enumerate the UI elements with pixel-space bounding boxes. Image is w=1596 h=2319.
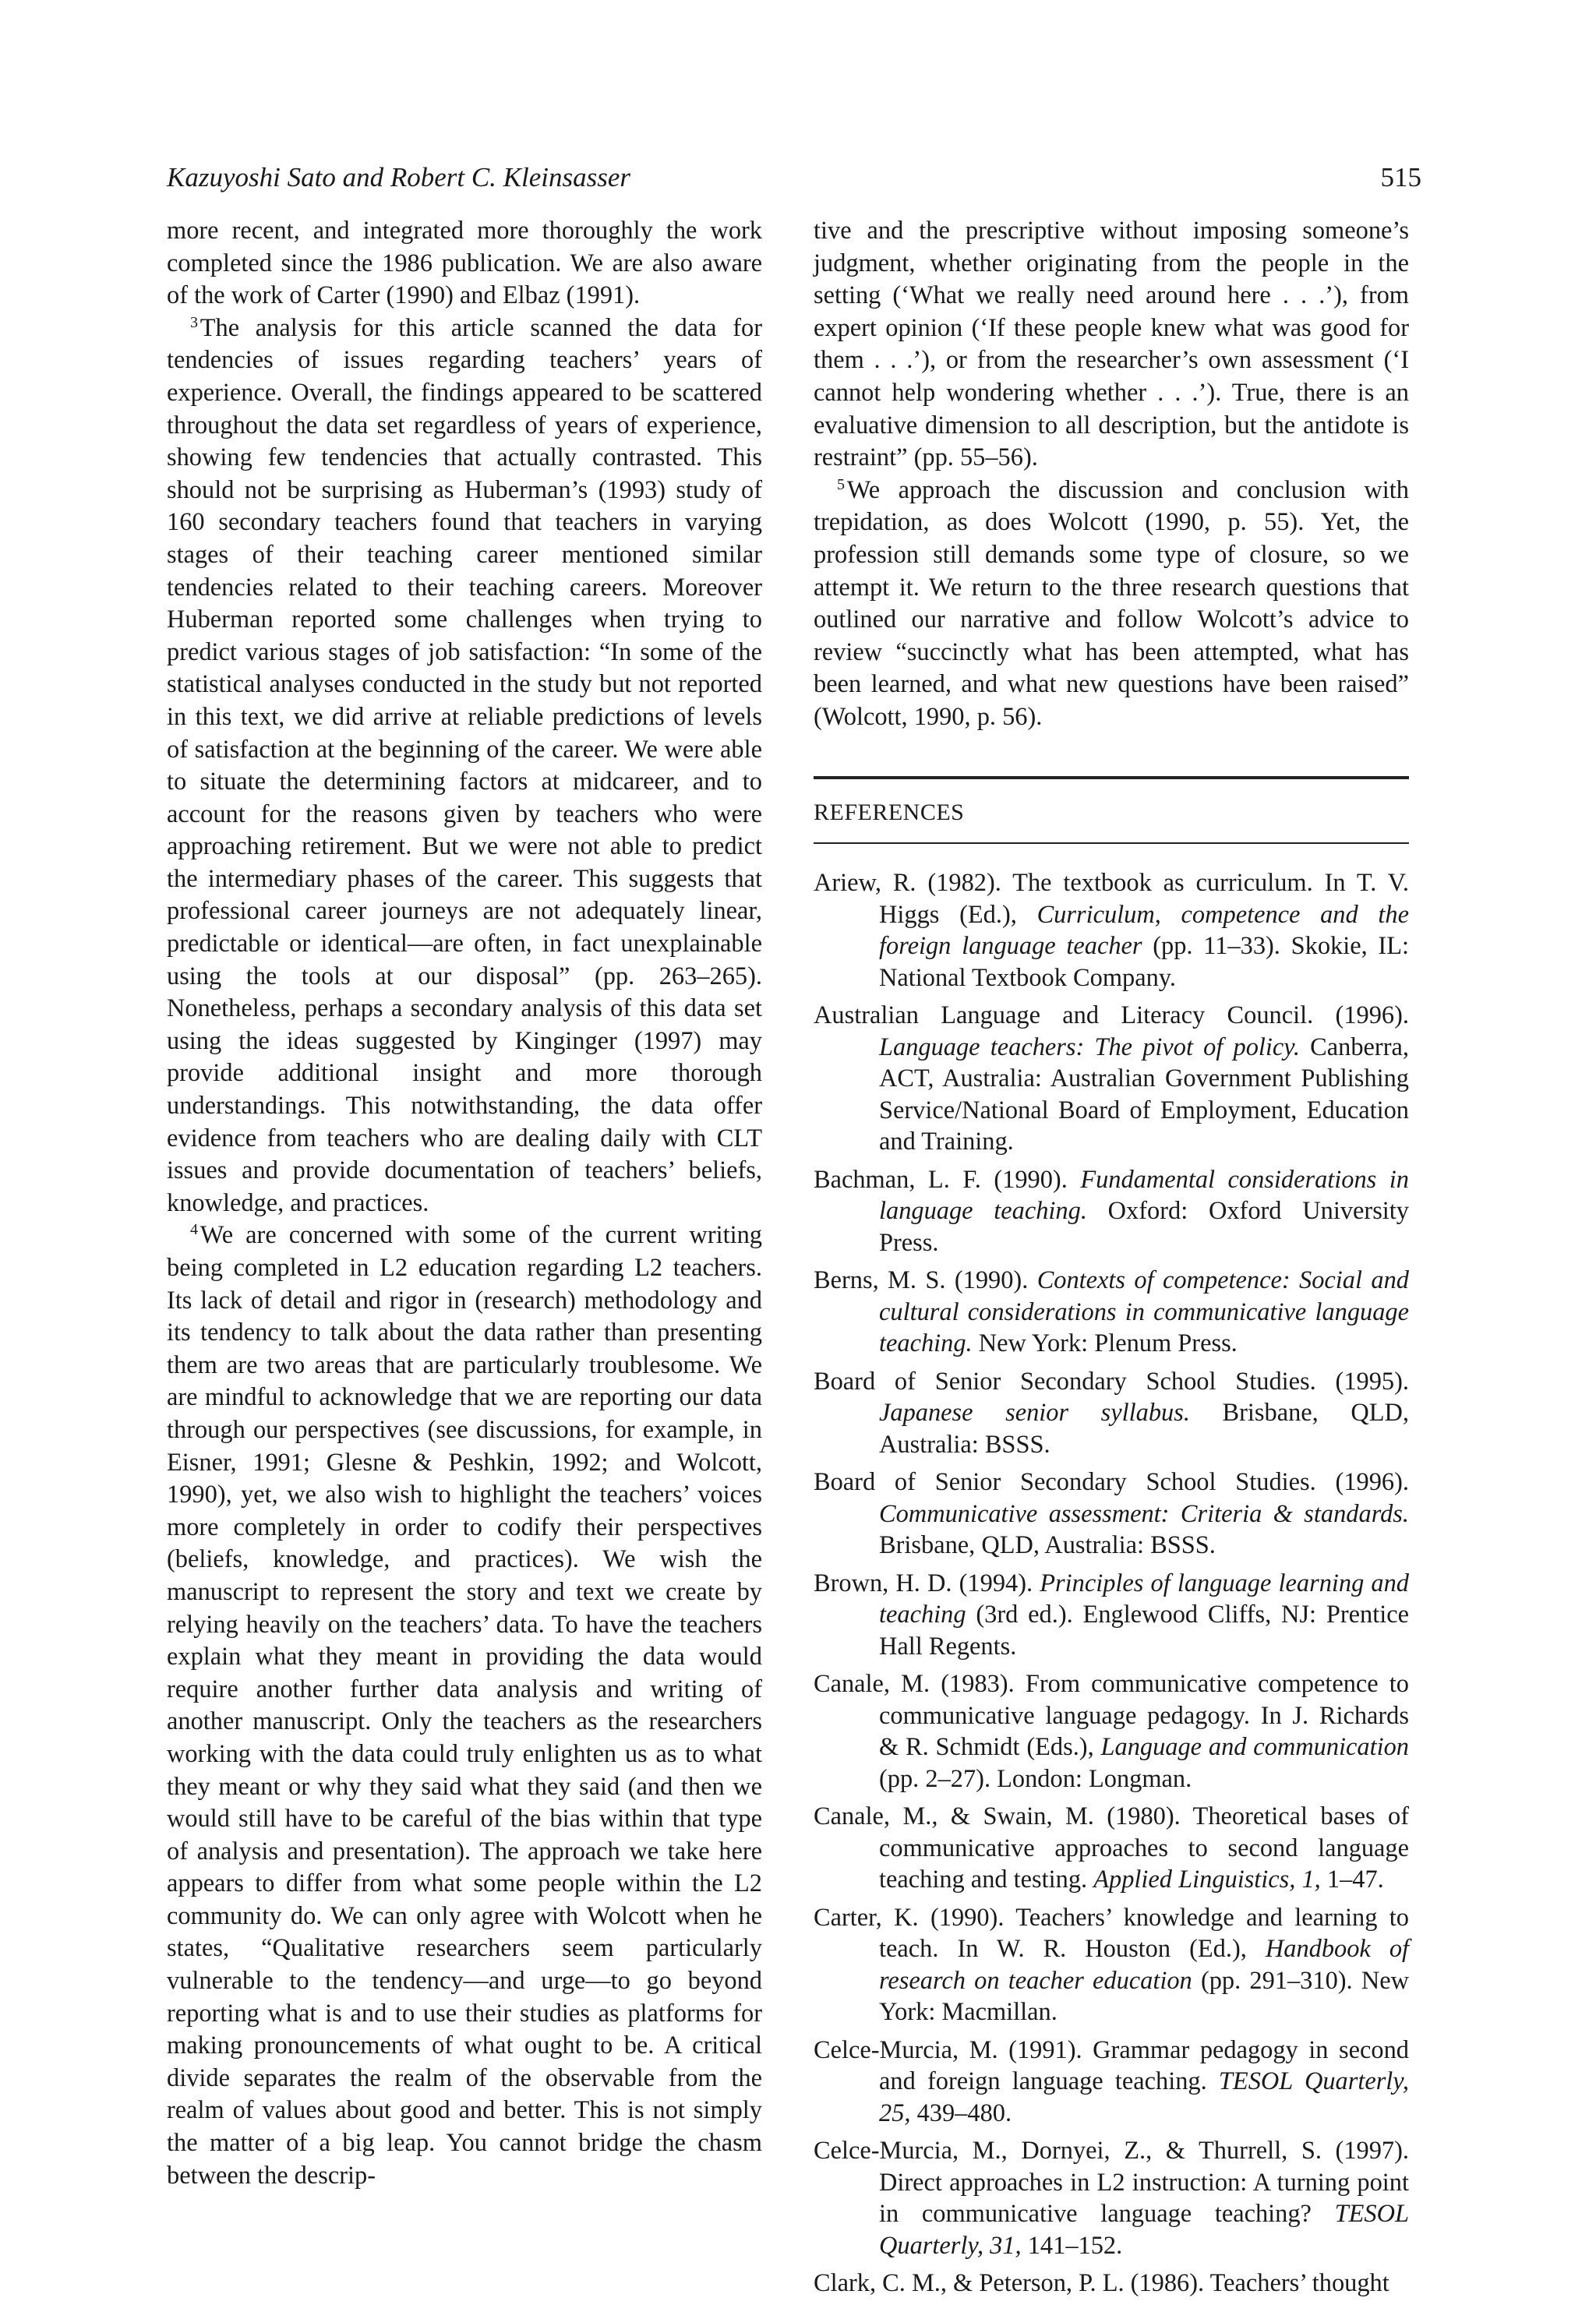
reference-text-tail: Oxford: Oxford University Press. bbox=[879, 1197, 1409, 1257]
reference-entry bbox=[814, 867, 1409, 994]
reference-text: Berns, M. S. (1990). bbox=[814, 1266, 1037, 1295]
reference-title: Communicative assessment: Criteria & standards. bbox=[879, 1499, 1409, 1528]
right-column bbox=[814, 215, 1409, 2306]
reference-text-tail: (pp. 291–310). New York: Macmillan. bbox=[879, 1966, 1410, 2027]
note-3 bbox=[167, 312, 762, 1220]
reference-title: Language and communication bbox=[1100, 1733, 1409, 1762]
reference-title: Language teachers: The pivot of policy. bbox=[879, 1032, 1300, 1061]
reference-list bbox=[814, 867, 1409, 2300]
reference-text: Canale, M., & Swain, M. (1980). Theoretical bases of communicative approaches to second language teaching and testing. bbox=[814, 1802, 1409, 1894]
reference-text: Carter, K. (1990). Teachers’ knowledge and learning to teach. In W. R. Houston (Ed.), bbox=[814, 1903, 1409, 1964]
reference-text: Celce-Murcia, M., Dornyei, Z., & Thurrell, S. (1997). Direct approaches in L2 instruction: A turning point in communicative language teaching? bbox=[814, 2137, 1409, 2229]
reference-entry bbox=[814, 1164, 1409, 1259]
note-4-part2: tive and the prescriptive without imposing someone’s judgment, whether originating from the people in the setting (‘What we really need around here . . .’), from expert opinion (‘If these people knew what was good for them . . .’), or from the researcher’s own assessment (‘I cannot help wondering whether . . .’). True, there is an evaluative dimension to all description, but the antidote is restraint” (pp. 55–56). bbox=[814, 217, 1409, 472]
reference-title: Principles of language learning and teaching bbox=[879, 1569, 1409, 1629]
note-3-marker: 3 bbox=[190, 313, 199, 331]
reference-entry bbox=[814, 1568, 1409, 1663]
reference-text: Clark, C. M., & Peterson, P. L. (1986). Teachers’ thought bbox=[814, 2269, 1389, 2298]
reference-entry bbox=[814, 1668, 1409, 1795]
note-5-marker: 5 bbox=[837, 475, 846, 493]
reference-text-tail: 141–152. bbox=[1021, 2231, 1123, 2260]
reference-text: Brown, H. D. (1994). bbox=[814, 1569, 1040, 1597]
reference-entry bbox=[814, 2135, 1409, 2261]
references-heading: REFERENCES bbox=[814, 799, 965, 825]
reference-title: TESOL Quarterly, 31, bbox=[879, 2200, 1409, 2260]
reference-entry bbox=[814, 1366, 1409, 1461]
reference-text: Celce-Murcia, M. (1991). Grammar pedagogy in second and foreign language teaching. bbox=[814, 2035, 1409, 2096]
note-3-text: The analysis for this article scanned the data for tendencies of issues regarding teachers’ years of experience. Overall, the findings appeared to be scattered throughout the data set regardless of years of experience, showing few tendencies that actually contrasted. This should not be surprising as Huberman’s (1993) study of 160 secondary teachers found that teachers in varying stages of their teaching career mentioned similar tendencies related to their teaching careers. Moreover Huberman reported some challenges when trying to predict various stages of job satisfaction: “In some of the statistical analyses conducted in the study but not reported in this text, we did arrive at reliable predictions of levels of satisfaction at the beginning of the career. We were able to situate the determining factors at midcareer, and to account for the reasons given by teachers who were approaching retirement. But we were not able to predict the intermediary phases of the career. This suggests that professional career journeys are not adequately linear, predictable or identical—are often, in fact unexplainable using the tools at our disposal” (pp. 263–265). Nonetheless, perhaps a secondary analysis of this data set using the ideas suggested by Kinginger (1997) may provide additional insight and more thorough understandings. This notwithstanding, the data offer evidence from teachers who are dealing daily with CLT issues and provide documentation of teachers’ beliefs, knowledge, and practices. bbox=[167, 313, 762, 1217]
note-4-part1 bbox=[167, 1220, 762, 2192]
running-head: Kazuyoshi Sato and Robert C. Kleinsasser bbox=[167, 162, 631, 192]
reference-title: Japanese senior syllabus. bbox=[879, 1399, 1190, 1428]
note-5-text: We approach the discussion and conclusion with trepidation, as does Wolcott (1990, p. 55). Yet, the profession still demands some type of closure, so we attempt it. We return to the three research questions that outlined our narrative and follow Wolcott’s advice to review “succinctly what has been attempted, what has been learned, and what new questions have been raised” (Wolcott, 1990, p. 56). bbox=[814, 475, 1409, 731]
reference-text-tail: 439–480. bbox=[910, 2098, 1012, 2127]
reference-text-tail: New York: Plenum Press. bbox=[972, 1329, 1238, 1358]
references-bottom-rule bbox=[814, 842, 1409, 844]
note-4-marker: 4 bbox=[190, 1221, 199, 1239]
reference-title: Handbook of research on teacher education bbox=[879, 1935, 1410, 1995]
reference-entry bbox=[814, 1000, 1409, 1158]
reference-title: Fundamental considerations in language teaching. bbox=[879, 1165, 1409, 1226]
reference-text-tail: (pp. 11–33). Skokie, IL: National Textbook Company. bbox=[879, 932, 1409, 992]
page-number: 515 bbox=[1380, 162, 1421, 192]
reference-text-tail: (pp. 2–27). London: Longman. bbox=[879, 1764, 1192, 1793]
reference-entry bbox=[814, 1265, 1409, 1360]
reference-text: Board of Senior Secondary School Studies. (1995). bbox=[814, 1367, 1409, 1396]
reference-text: Canale, M. (1983). From communicative competence to communicative language pedagogy. In J. Richards & R. Schmidt (Eds.), bbox=[814, 1670, 1409, 1762]
note-4-text-left: We are concerned with some of the current writing being completed in L2 education regarding L2 teachers. Its lack of detail and rigor in (research) methodology and its tendency to talk about the data rather than presenting them are two areas that are particularly troublesome. We are mindful to acknowledge that we are reporting our data through our perspectives (see discussions, for example, in Eisner, 1991; Glesne & Peshkin, 1992; and Wolcott, 1990), yet, we also wish to highlight the teachers’ voices more completely in order to codify their perspectives (beliefs, knowledge, and practices). We wish the manuscript to represent the story and text we create by relying heavily on the teachers’ data. To have the teachers explain what they meant in providing the data would require another further data analysis and writing of another manuscript. Only the teachers as the researchers working with the data could truly enlighten us as to what they meant or why they said what they said (and then we would still have to be careful of the bias within that type of analysis and presentation). The approach we take here appears to differ from what some people within the L2 community do. We can only agree with Wolcott when he states, “Qualitative researchers seem particularly vulnerable to the tendency—and urge—to go beyond reporting what is and to use their studies as platforms for making pronouncements of what ought to be. A critical divide separates the realm of the observable from the realm of values about good and better. This is not simply the matter of a big leap. You cannot bridge the chasm between the descrip- bbox=[167, 1221, 762, 2190]
reference-title: TESOL Quarterly, 25, bbox=[879, 2067, 1409, 2127]
reference-text: Board of Senior Secondary School Studies. (1996). bbox=[814, 1468, 1409, 1497]
reference-text: Ariew, R. (1982). The textbook as curriculum. In T. V. Higgs (Ed.), bbox=[814, 869, 1409, 929]
reference-entry bbox=[814, 2268, 1409, 2300]
reference-text-tail: Brisbane, QLD, Australia: BSSS. bbox=[879, 1399, 1409, 1459]
reference-text-tail: 1–47. bbox=[1320, 1865, 1384, 1894]
reference-text-tail: (3rd ed.). Englewood Cliffs, NJ: Prentice Hall Regents. bbox=[879, 1601, 1409, 1661]
left-column bbox=[167, 215, 762, 2192]
reference-title: Contexts of competence: Social and cultural considerations in communicative language teaching. bbox=[879, 1266, 1409, 1358]
reference-text: Bachman, L. F. (1990). bbox=[814, 1165, 1081, 1194]
reference-text-tail: Canberra, ACT, Australia: Australian Government Publishing Service/National Board of Employment, Education and Training. bbox=[879, 1032, 1409, 1156]
reference-entry bbox=[814, 1801, 1409, 1896]
reference-entry bbox=[814, 2035, 1409, 2130]
reference-entry bbox=[814, 1467, 1409, 1562]
note-5 bbox=[814, 475, 1409, 734]
note-continuation: more recent, and integrated more thoroughly the work completed since the 1986 publication. We are also aware of the work of Carter (1990) and Elbaz (1991). bbox=[167, 217, 762, 310]
reference-entry bbox=[814, 1902, 1409, 2028]
references-top-rule bbox=[814, 776, 1409, 779]
reference-title: Applied Linguistics, 1, bbox=[1093, 1865, 1321, 1894]
reference-text: Australian Language and Literacy Council. (1996). bbox=[814, 1001, 1409, 1030]
reference-title: Curriculum, competence and the foreign language teacher bbox=[879, 900, 1409, 961]
reference-text-tail: Brisbane, QLD, Australia: BSSS. bbox=[879, 1531, 1216, 1560]
